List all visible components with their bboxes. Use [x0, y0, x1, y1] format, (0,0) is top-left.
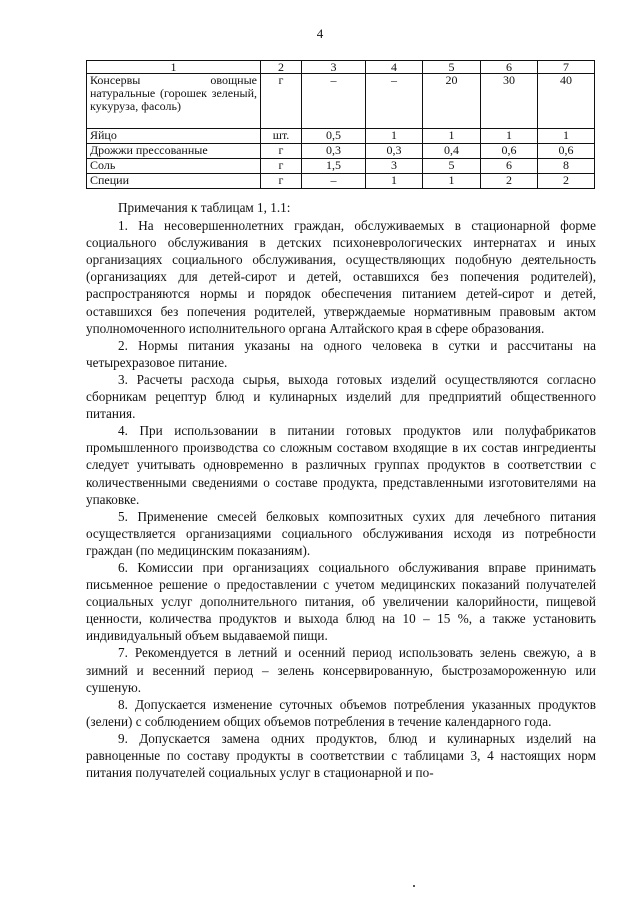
food-norms-table: [86, 60, 595, 189]
note-paragraph: 9. Допускается замена одних продуктов, блюд и кулинарных изделий на равноценные по составу продукты в соответствии с таблицами 3, 4 настоящих норм питания получателей социальных услуг в стационарной и по-: [86, 730, 596, 781]
table-header-row: [87, 61, 595, 74]
unit-cell: г: [261, 144, 302, 159]
page-number: 4: [316, 26, 324, 41]
value-cell: 1: [366, 129, 423, 144]
note-paragraph: 2. Нормы питания указаны на одного человека в сутки и рассчитаны на четырехразовое питание.: [86, 337, 596, 370]
column-header: 6: [481, 61, 538, 74]
value-cell: 6: [481, 159, 538, 174]
note-paragraph: 8. Допускается изменение суточных объемов потребления указанных продуктов (зелени) с соблюдением общих объемов потребления в течение календарного года.: [86, 696, 596, 729]
value-cell: 0,6: [538, 144, 595, 159]
value-cell: 1: [481, 129, 538, 144]
note-paragraph: 3. Расчеты расхода сырья, выхода готовых изделий осуществляются согласно сборникам рецептур блюд и кулинарных изделий для предприятий общественного питания.: [86, 371, 596, 422]
note-paragraph: 7. Рекомендуется в летний и осенний период использовать зелень свежую, а в зимний и весенний период – зелень консервированную, быстрозамороженную или сушеную.: [86, 645, 596, 695]
unit-cell: шт.: [261, 129, 302, 144]
value-cell: 5: [423, 159, 481, 174]
value-cell: 8: [538, 159, 595, 174]
product-name-cell: Дрожжи прессованные: [87, 144, 261, 159]
value-cell: 0,3: [302, 144, 366, 159]
value-cell: 40: [538, 74, 595, 129]
note-paragraph: 5. Применение смесей белковых композитных сухих для лечебного питания осуществляется организациями социального обслуживания исходя из потребности граждан (по медицинским показаниям).: [86, 508, 596, 558]
value-cell: –: [302, 174, 366, 189]
table-row: [87, 144, 595, 159]
value-cell: 3: [366, 159, 423, 174]
note-paragraph: 1. На несовершеннолетних граждан, обслуживаемых в стационарной форме социального обслуживания в детских психоневрологических интернатах и иных организациях социального обслуживания, осуществляющих подобную деятельность (организациях для детей-сирот и детей, оставшихся без попечения родителей), распространяются нормы и порядок обеспечения питанием детей-сирот и детей, оставшихся без попечения родителей, утверждаемые нормативным правовым актом уполномоченного исполнительного органа Алтайского края в сфере образования.: [86, 218, 596, 336]
product-name-cell: Консервы овощные натуральные (горошек зеленый, кукуруза, фасоль): [87, 74, 261, 129]
notes-section: [86, 199, 596, 781]
table-row: [87, 159, 595, 174]
value-cell: 1: [366, 174, 423, 189]
column-header: 4: [366, 61, 423, 74]
value-cell: 1: [423, 174, 481, 189]
value-cell: 30: [481, 74, 538, 129]
value-cell: 1,5: [302, 159, 366, 174]
note-paragraph: 4. При использовании в питании готовых продуктов или полуфабрикатов промышленного производства со сложным составом входящие в их состав ингредиенты следует учитывать одновременно в различных группах продуктов в соответствии с количественными сведениями о составе продукта, представленными изготовителями на упаковке.: [86, 423, 596, 507]
value-cell: 0,6: [481, 144, 538, 159]
column-header: 2: [261, 61, 302, 74]
column-header: 1: [87, 61, 261, 74]
note-paragraph: 6. Комиссии при организациях социального обслуживания вправе принимать письменное решение о предоставлении с учетом медицинских показаний получателей социальных услуг дополнительного питания, об увеличении калорийности, пищевой ценности, количества продуктов и выхода блюд на 10 – 15 %, а также установить индивидуальный объем выдаваемой пищи.: [86, 559, 596, 644]
value-cell: 1: [538, 129, 595, 144]
value-cell: 2: [538, 174, 595, 189]
value-cell: 20: [423, 74, 481, 129]
column-header: 3: [302, 61, 366, 74]
value-cell: –: [302, 74, 366, 129]
unit-cell: г: [261, 159, 302, 174]
table-row: [87, 74, 595, 129]
value-cell: 0,4: [423, 144, 481, 159]
unit-cell: г: [261, 174, 302, 189]
product-name-cell: Специи: [87, 174, 261, 189]
column-header: 7: [538, 61, 595, 74]
value-cell: 0,5: [302, 129, 366, 144]
table-row: [87, 174, 595, 189]
value-cell: 0,3: [366, 144, 423, 159]
value-cell: –: [366, 74, 423, 129]
unit-cell: г: [261, 74, 302, 129]
product-name-cell: Яйцо: [87, 129, 261, 144]
column-header: 5: [423, 61, 481, 74]
notes-title: Примечания к таблицам 1, 1.1:: [118, 200, 291, 215]
value-cell: 2: [481, 174, 538, 189]
scan-speck: [413, 885, 415, 887]
table-row: [87, 129, 595, 144]
value-cell: 1: [423, 129, 481, 144]
product-name-cell: Соль: [87, 159, 261, 174]
